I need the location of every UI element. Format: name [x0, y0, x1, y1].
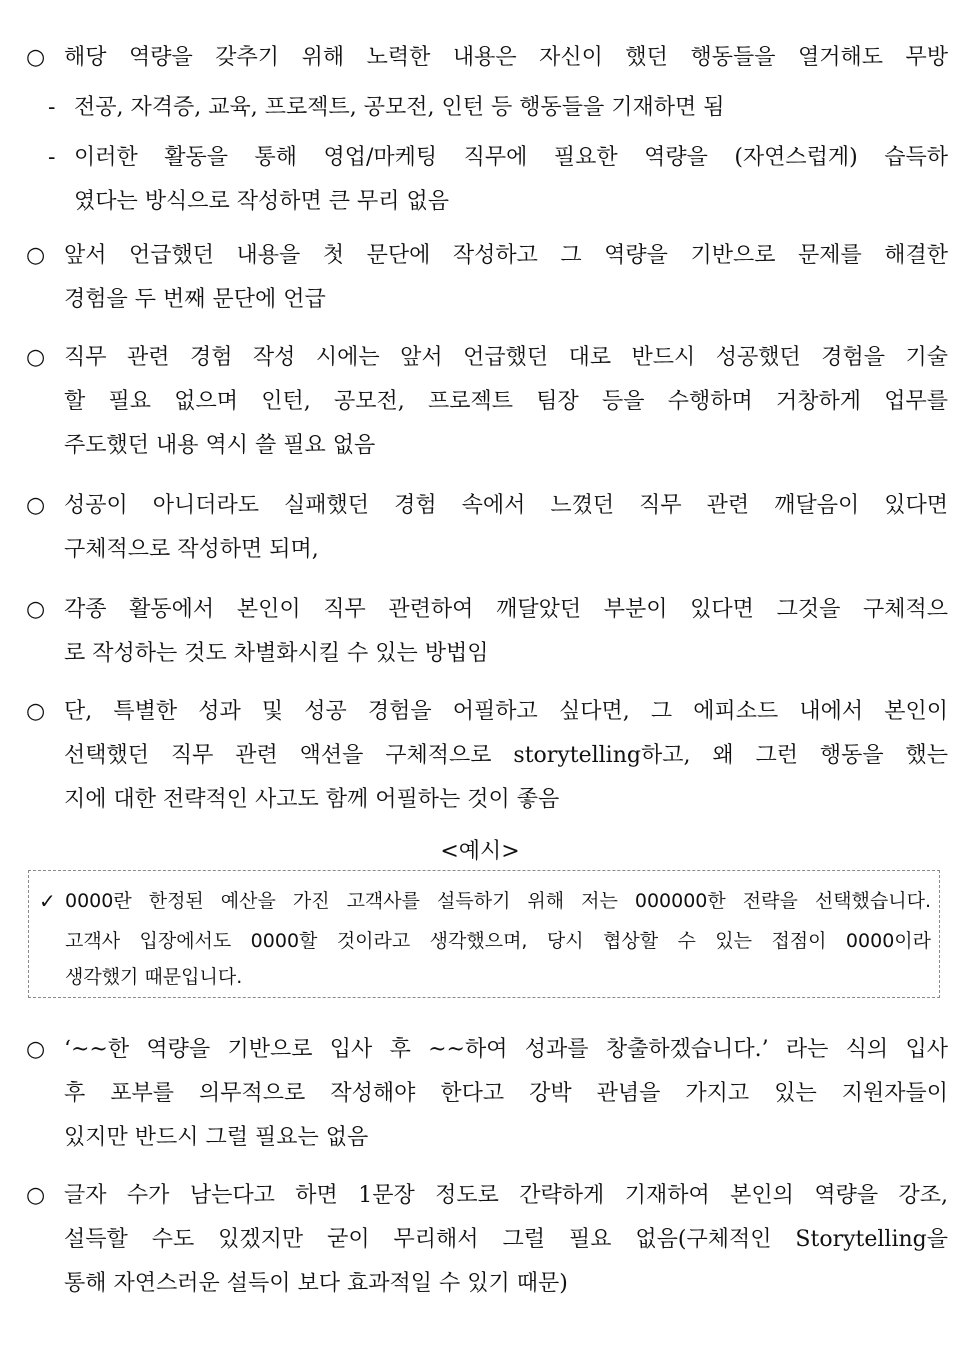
- example-box: [28, 870, 940, 998]
- paragraph-line: [26, 484, 948, 528]
- paragraph-line: [64, 1262, 948, 1306]
- paragraph-line: [64, 1072, 948, 1116]
- sub-item-text: 였다는 방식으로 작성하면 큰 무리 없음: [74, 189, 449, 214]
- paragraph-text: 글자 수가 남는다고 하면 1문장 정도로 간략하게 기재하여 본인의 역량을 강조,: [64, 1183, 948, 1208]
- paragraph-text: 있지만 반드시 그럴 필요는 없음: [64, 1125, 369, 1150]
- paragraph-text: 직무 관련 경험 작성 시에는 앞서 언급했던 대로 반드시 성공했던 경험을 기술: [64, 345, 948, 370]
- paragraph-text: 해당 역량을 갖추기 위해 노력한 내용은 자신이 했던 행동들을 열거해도 무방: [64, 45, 948, 70]
- sub-item-continuation: [26, 180, 948, 224]
- paragraph-line: [26, 336, 948, 380]
- sub-item: [26, 136, 948, 180]
- section-first-paragraph: [26, 234, 948, 322]
- paragraph-line: [26, 690, 948, 734]
- paragraph-text: 주도했던 내용 역시 쓸 필요 없음: [64, 433, 376, 458]
- section-success: [26, 690, 948, 822]
- dash-bullet: -: [48, 95, 56, 120]
- paragraph-line: [64, 1116, 948, 1160]
- example-line: 고객사 입장에서도 0000할 것이라고 생각했으며, 당시 협상할 수 있는 접점이 0000이라: [65, 930, 931, 952]
- paragraph-line: [64, 424, 948, 468]
- example-title: <예시>: [440, 839, 520, 864]
- section-failure: [26, 484, 948, 572]
- circle-bullet-icon: ○: [26, 243, 46, 268]
- paragraph-line: [64, 528, 948, 572]
- paragraph-text: 로 작성하는 것도 차별화시킬 수 있는 방법임: [64, 641, 489, 666]
- example-line: 생각했기 때문입니다.: [65, 966, 243, 988]
- paragraph-text: 지에 대한 전략적인 사고도 함께 어필하는 것이 좋음: [64, 787, 560, 812]
- paragraph-text: 통해 자연스러운 설득이 보다 효과적일 수 있기 때문): [64, 1271, 568, 1296]
- example-line: 0000란 한정된 예산을 가진 고객사를 설득하기 위해 저는 000000한 전략을 선택했습니다.: [65, 890, 931, 912]
- section-aspiration: [26, 1028, 948, 1160]
- section-word-count: [26, 1174, 948, 1306]
- section-realization: [26, 588, 948, 676]
- paragraph-text: 설득할 수도 있겠지만 굳이 무리해서 그럴 필요 없음(구체적인 Storytelling을: [64, 1227, 948, 1252]
- circle-bullet-icon: ○: [26, 699, 46, 724]
- paragraph-text: 구체적으로 작성하면 되며,: [64, 537, 319, 562]
- circle-bullet-icon: ○: [26, 597, 46, 622]
- paragraph-line: [64, 734, 948, 778]
- paragraph-text: 경험을 두 번째 문단에 언급: [64, 287, 326, 312]
- section-job-experience: [26, 336, 948, 468]
- paragraph-line: [26, 1174, 948, 1218]
- paragraph-text: 성공이 아니더라도 실패했던 경험 속에서 느꼈던 직무 관련 깨달음이 있다면: [64, 493, 948, 518]
- circle-bullet-icon: ○: [26, 493, 46, 518]
- dash-bullet: -: [48, 145, 56, 170]
- paragraph-line: [26, 36, 948, 80]
- paragraph-line: [64, 778, 948, 822]
- paragraph-text: 선택했던 직무 관련 액션을 구체적으로 storytelling하고, 왜 그런 행동을 했는: [64, 743, 948, 768]
- section-effort: [26, 36, 948, 224]
- circle-bullet-icon: ○: [26, 345, 46, 370]
- circle-bullet-icon: ○: [26, 1183, 46, 1208]
- paragraph-text: ‘~~한 역량을 기반으로 입사 후 ~~하여 성과를 창출하겠습니다.’ 라는 식의 입사: [64, 1037, 948, 1062]
- paragraph-line: [26, 588, 948, 632]
- paragraph-text: 각종 활동에서 본인이 직무 관련하여 깨달았던 부분이 있다면 그것을 구체적으: [64, 597, 948, 622]
- circle-bullet-icon: ○: [26, 45, 46, 70]
- paragraph-line: [64, 1218, 948, 1262]
- paragraph-text: 앞서 언급했던 내용을 첫 문단에 작성하고 그 역량을 기반으로 문제를 해결한: [64, 243, 948, 268]
- paragraph-line: [26, 1028, 948, 1072]
- circle-bullet-icon: ○: [26, 1037, 46, 1062]
- sub-item-text: 이러한 활동을 통해 영업/마케팅 직무에 필요한 역량을 (자연스럽게) 습득하: [74, 145, 948, 170]
- paragraph-line: [26, 234, 948, 278]
- paragraph-text: 할 필요 없으며 인턴, 공모전, 프로젝트 팀장 등을 수행하며 거창하게 업무를: [64, 389, 948, 414]
- sub-item-text: 전공, 자격증, 교육, 프로젝트, 공모전, 인턴 등 행동들을 기재하면 됨: [74, 95, 725, 120]
- paragraph-line: [64, 278, 948, 322]
- paragraph-line: [64, 632, 948, 676]
- paragraph-text: 후 포부를 의무적으로 작성해야 한다고 강박 관념을 가지고 있는 지원자들이: [64, 1081, 948, 1106]
- paragraph-line: [64, 380, 948, 424]
- sub-item: [26, 86, 948, 130]
- paragraph-text: 단, 특별한 성과 및 성공 경험을 어필하고 싶다면, 그 에피소드 내에서 본인이: [64, 699, 948, 724]
- check-icon: ✓: [39, 889, 56, 913]
